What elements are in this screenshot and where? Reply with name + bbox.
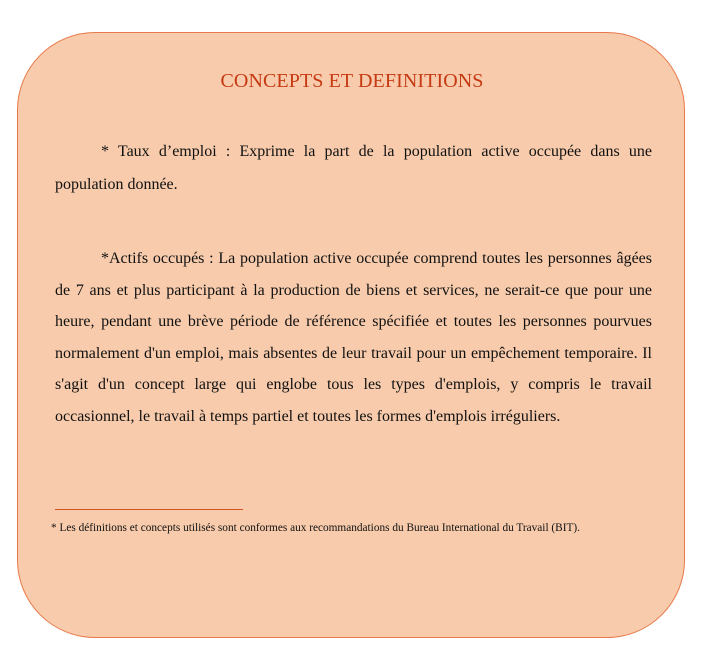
definition-employed-workers: *Actifs occupés : La population active occupée comprend toutes les personnes âgées de 7 ans et plus participant à la production de biens et services, ne serait-ce que pour une heure, pendant une brève période de référence spécifiée et toutes les personnes pourvues normalement d'un emploi, mais absentes de leur travail pour un empêchement temporaire. Il s'agit d'un concept large qui englobe tous les types d'emplois, y compris le travail occasionnel, le travail à temps partiel et toutes les formes d'emplois irréguliers.	[55, 250, 652, 425]
footnote: * Les définitions et concepts utilisés sont conformes aux recommandations du Bureau International du Travail (BIT).	[51, 522, 580, 534]
footnote-separator	[55, 509, 243, 510]
definition-employment-rate: * Taux d’emploi : Exprime la part de la population active occupée dans une population donnée.	[55, 143, 652, 193]
box-title: CONCEPTS ET DEFINITIONS	[220, 70, 484, 92]
